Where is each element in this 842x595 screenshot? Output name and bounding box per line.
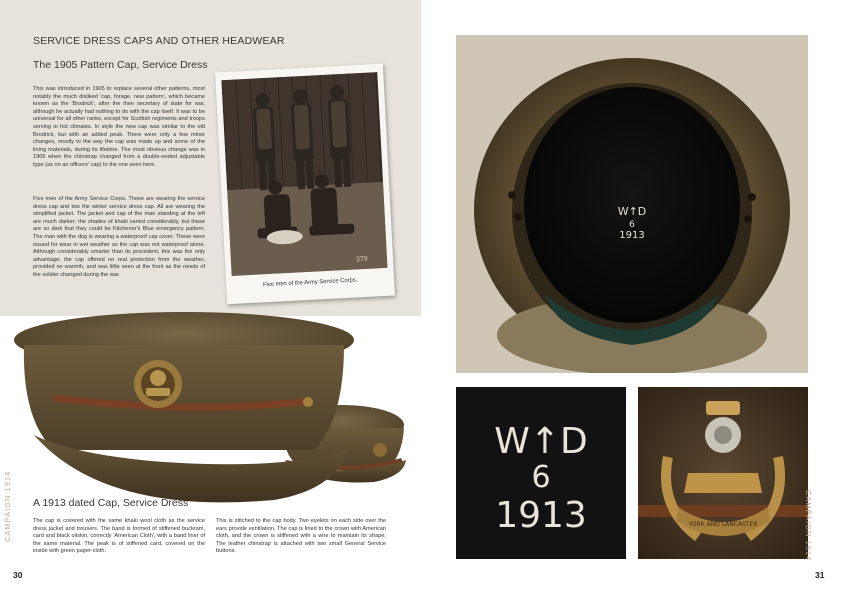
page-number-right: 31	[815, 570, 825, 580]
article-2-title: A 1913 dated Cap, Service Dress	[33, 497, 189, 509]
photo-number: 379	[355, 255, 368, 264]
article-1-title: The 1905 Pattern Cap, Service Dress	[33, 59, 208, 71]
campaign-side-label-right: CAMPAIGN 1914	[804, 490, 813, 562]
closeup-stamp-line-1: W↑D	[494, 421, 588, 462]
closeup-stamp-line-3: 1913	[495, 495, 587, 536]
article-2-paragraph-2: This is stitched to the cap body. Two eyelets on each side over the ears provide ventilation. The cap is lined to the crown with American cloth, and the crown is stiffened with a wire to maintain its shape. The leather chinstrap is attached with two small General Service buttons.	[216, 518, 386, 555]
interior-stamp-line-1: W↑D	[617, 205, 647, 218]
cap-badge-closeup-photo	[638, 387, 808, 559]
historic-photo-card	[215, 64, 395, 304]
cap-interior-photo	[456, 35, 808, 373]
soldiers-group-photo	[221, 72, 387, 276]
stamp-closeup-illustration	[456, 387, 626, 559]
cap-badge-illustration	[638, 387, 808, 559]
article-1-paragraph-1: This was introduced in 1905 to replace several other patterns, most notably the much disliked 'cap, forage, new pattern', which became known as the 'Brodrick', after the then secretary of state for war, although he actually had nothing to do with the cap itself. It was to be universal for all other ranks, except for Scottish regiments and troops serving in hot climates. In style the new cap was similar to the old Brodrick, but with an added peak. There were only a few minor changes, mostly to the way the cap was made up and some of the lining materials, during its lifetime. The most obvious change was in 1906 when the chinstrap changed from a double-ended adjustable type (as on an officers' cap) to the one seen here.	[33, 86, 205, 168]
cap-interior-illustration	[456, 35, 808, 373]
article-1-paragraph-2: Five men of the Army Service Corps. These are wearing the service dress cap and two the winter service dress cap. All are wearing the simplified jacket. The jacket and cap of the man standing at the left are much darker; the shades of khaki varied considerably, but these are so dark that they could be Kitchener's Blue emergency pattern. The man with the dog is wearing a waterproof cap cover. These were issued for wear in wet weather as the cap was not waterproof alone. Although considerably smarter than its precedent, this was the only advantage; the cap offered no real protection from the weather, provided no warmth, and was little seen at the front as the needs of the soldier changed during the war.	[33, 196, 205, 278]
article-2-paragraph-1: The cap is covered with the same khaki wool cloth as the service dress jacket and trousers. The band is formed of stiffened buckram, card and black oilskin, correctly 'American Cloth', with a band liner of the same material. The peak is of stiffened card, covered on the inside with green paper-cloth.	[33, 518, 205, 555]
interior-stamp-line-3: 1913	[619, 230, 645, 241]
interior-stamp-line-2: 6	[629, 220, 635, 230]
service-dress-caps-photo	[14, 310, 414, 510]
soldiers-photo-illustration	[221, 72, 387, 276]
campaign-side-label-left: CAMPAIGN 1914	[3, 470, 12, 542]
photo-caption: Five men of the Army Service Corps.	[262, 277, 358, 289]
closeup-stamp-line-2: 6	[531, 460, 551, 495]
stamp-closeup-photo	[456, 387, 626, 559]
section-heading: SERVICE DRESS CAPS AND OTHER HEADWEAR	[33, 35, 285, 47]
caps-illustration	[14, 310, 414, 510]
badge-scroll-text: YORK AND LANCASTER	[688, 521, 758, 528]
page-number-left: 30	[13, 570, 23, 580]
